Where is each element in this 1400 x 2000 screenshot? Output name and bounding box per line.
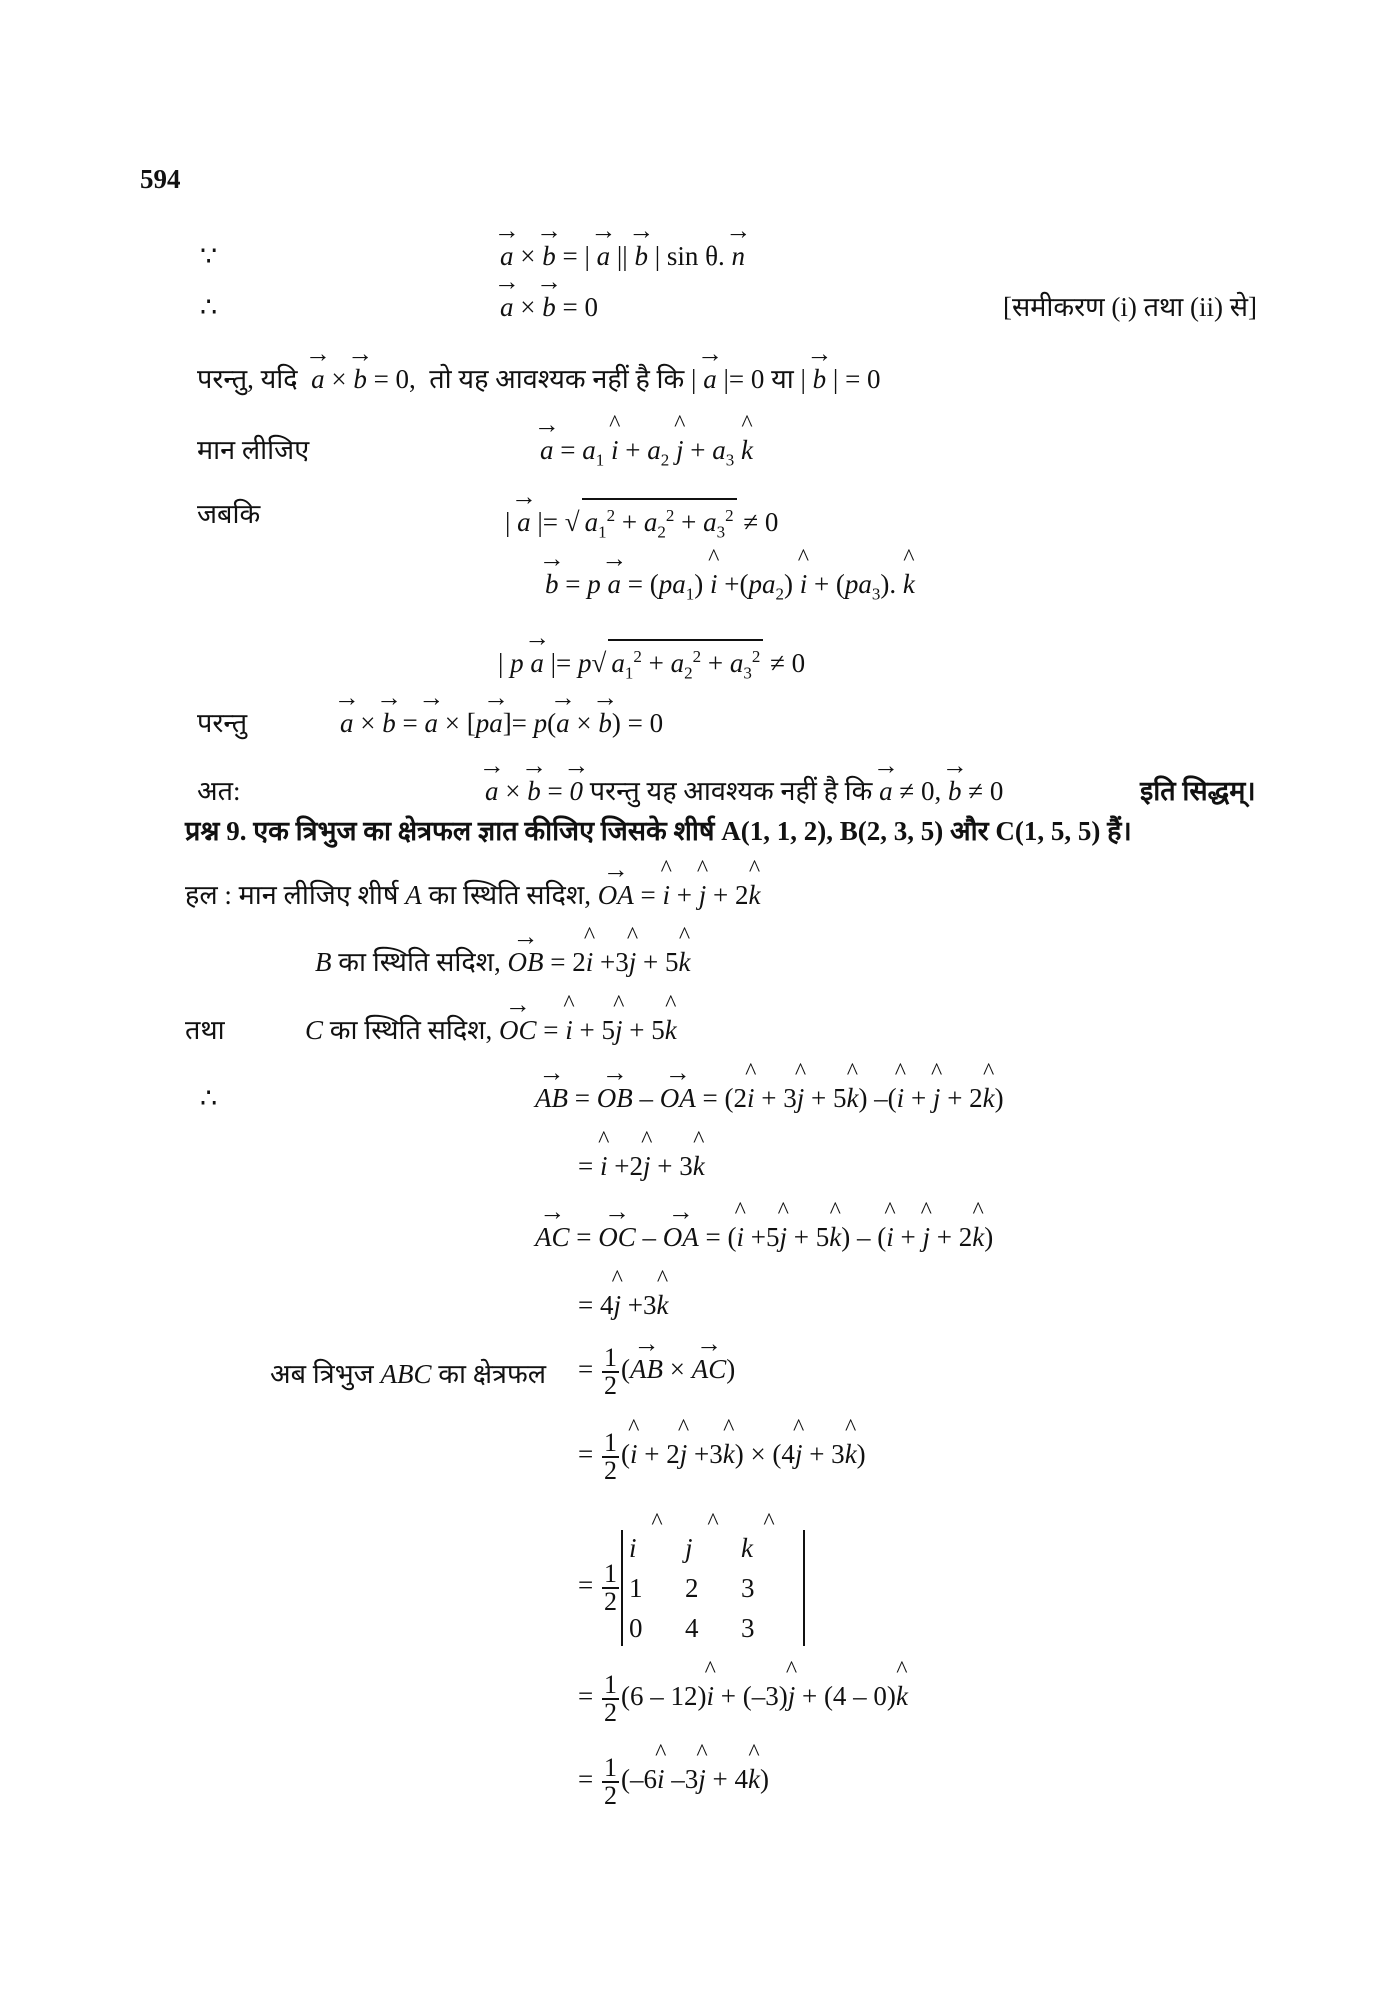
whereas-label: जबकि bbox=[197, 499, 261, 529]
cross-product-zero: → a × → b = 0 bbox=[500, 291, 598, 323]
solution-oc: C का स्थिति सदिश, → OC = ^ i + 5^ j + 5^ k bbox=[305, 1014, 677, 1046]
cross-product-pa: → a × → b = → a × [p→ a]= p(→ a × → b) = 0 bbox=[340, 707, 663, 739]
cross-product-definition: → a × → b = | → a || → b | sin θ. → n bbox=[500, 240, 745, 272]
vector-ab-result: = ^ i +2^ j + 3^ k bbox=[578, 1150, 705, 1182]
area-determinant: = $\frac{1}{2}$ ^ i ^ j ^ k 1 2 3 0 4 3 bbox=[578, 1530, 805, 1646]
assume-label: मान लीजिए bbox=[197, 435, 310, 465]
area-final-vector: = $\frac{1}{2}$ (–6^ i –3^ j + 4^ k) bbox=[578, 1755, 769, 1809]
since-symbol: ∵ bbox=[200, 241, 218, 271]
equation-reference-note: [समीकरण (i) तथा (ii) से] bbox=[1003, 292, 1258, 322]
area-formula: = $\frac{1}{2}$ (→ AB × → AC) bbox=[578, 1345, 735, 1399]
vector-b-equation: → $b = p \to a = (pa_1)$ ^ $i +(pa_2)$ ^ $i + (pa_3)$. ^ k bbox=[545, 568, 915, 610]
determinant-matrix: ^ i ^ j ^ k 1 2 3 0 4 3 bbox=[621, 1530, 805, 1646]
area-label: अब त्रिभुज ABC का क्षेत्रफल bbox=[270, 1359, 547, 1389]
question-9: प्रश्न 9. एक त्रिभुज का क्षेत्रफल ज्ञात कीजिए जिसके शीर्ष A(1, 1, 2), B(2, 3, 5) और C(1, 5, 5) हैं। bbox=[185, 816, 1132, 846]
vector-a-components: → $a = a_1$ ^ $i + a_2$ ^ $j + a_3$ ^ k bbox=[540, 434, 753, 476]
qed-text: इति सिद्धम्। bbox=[1140, 776, 1256, 806]
vector-ac-result: = 4^ j +3^ k bbox=[578, 1289, 668, 1321]
solution-oa: हल : मान लीजिए शीर्ष A का स्थिति सदिश, → OA = ^ i + ^ j + 2^ k bbox=[185, 879, 760, 911]
magnitude-pa: | p → a |= p√ $a_1^2 + a_2^2 + a_3^2 \ne 0$ bbox=[498, 639, 805, 689]
area-step-1: = $\frac{1}{2}$ (^ i + 2^ j +3^ k) × (4^ j + 3^ k) bbox=[578, 1430, 866, 1484]
hence-conclusion: → a × → b = → 0 परन्तु यह आवश्यक नहीं है कि → a ≠ 0, → b ≠ 0 bbox=[485, 775, 1003, 807]
hence-label: अत: bbox=[197, 776, 241, 806]
vector-ac: → AC = → OC – → OA = (^ i +5^ j + 5^ k) – (^ i + ^ j + 2^ k) bbox=[535, 1221, 993, 1253]
therefore-symbol: ∴ bbox=[200, 292, 218, 322]
but-label: परन्तु bbox=[197, 708, 248, 738]
but-if-line: परन्तु, यदि → a × → b = 0, तो यह आवश्यक नहीं है कि | → a |= 0 या | → b | = 0 bbox=[197, 363, 881, 395]
therefore-symbol-2: ∴ bbox=[200, 1083, 218, 1113]
magnitude-a: | → a |= √ $a_1^2 + a_2^2 + a_3^2 \ne 0$ bbox=[505, 498, 778, 548]
and-label: तथा bbox=[185, 1015, 225, 1045]
area-step-expansion: = $\frac{1}{2}$ (6 – 12)^ i + (–3)^ j + (4 – 0)^ k bbox=[578, 1672, 908, 1726]
page-number: 594 bbox=[140, 164, 181, 194]
vector-ab: → AB = → OB – → OA = (2^ i + 3^ j + 5^ k) –(^ i + ^ j + 2^ k) bbox=[535, 1082, 1004, 1114]
solution-ob: B का स्थिति सदिश, → OB = 2^ i +3^ j + 5^ k bbox=[315, 946, 690, 978]
